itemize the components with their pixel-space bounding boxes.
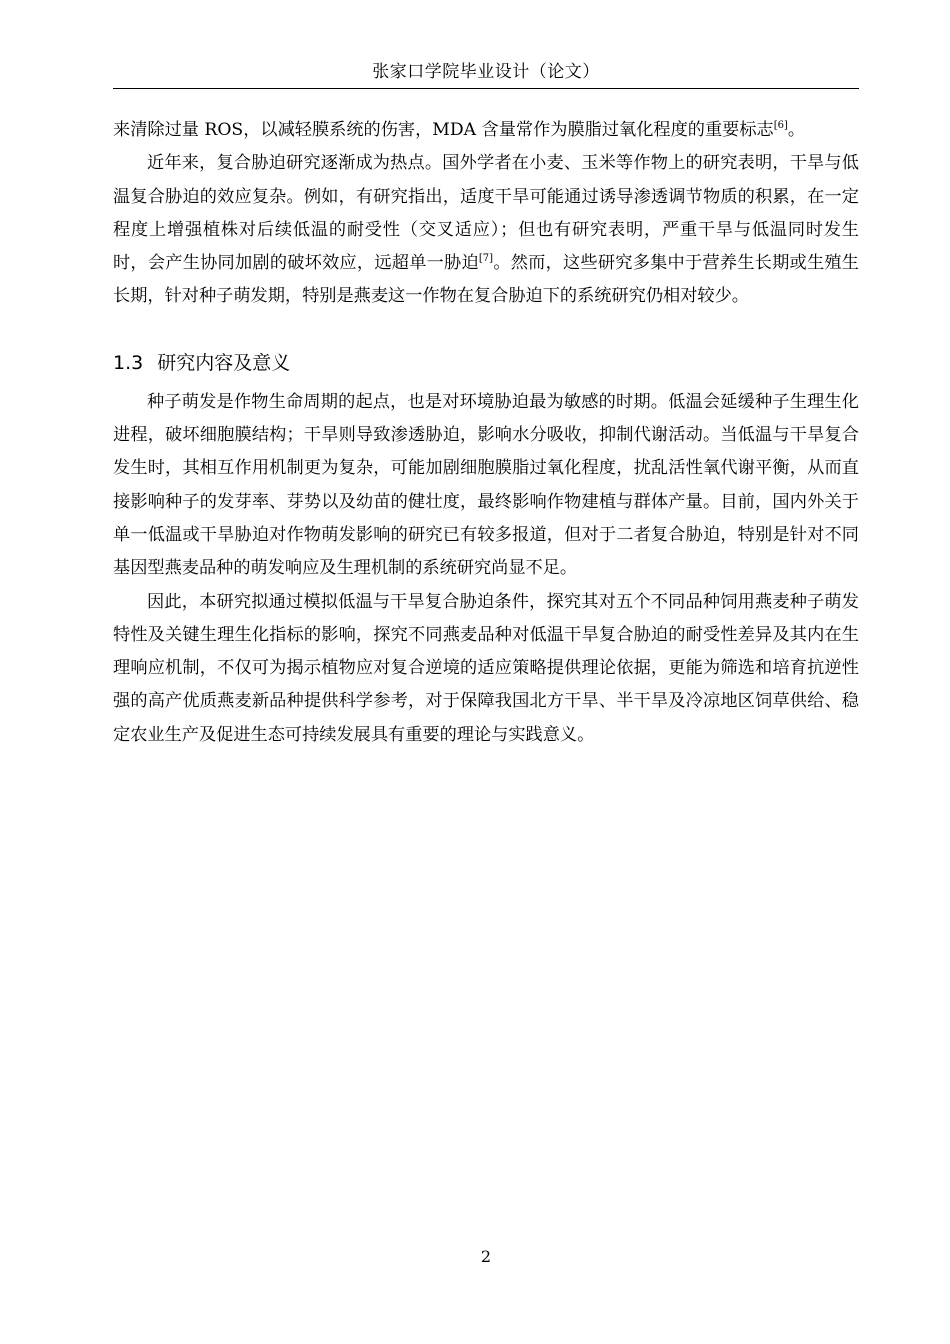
- page-number: 2: [480, 1247, 492, 1266]
- paragraph-text: 来清除过量 ROS，以减轻膜系统的伤害，MDA 含量常作为膜脂过氧化程度的重要标志: [113, 120, 774, 140]
- running-header: 张家口学院毕业设计（论文）: [372, 62, 600, 82]
- paragraph-end: 。: [787, 120, 806, 140]
- citation-6: [6]: [773, 120, 788, 131]
- citation-7: [7]: [478, 253, 494, 265]
- header-rule: [113, 88, 859, 89]
- paragraph-text: 近年来，复合胁迫研究逐渐成为热点。国外学者在小麦、玉米等作物上的研究表明，干旱与低温复合胁迫的效应复杂。例如，有研究指出，适度干旱可能通过诱导渗透调节物质的积累，在一定程度上增强植株对后续低温的耐受性（交叉适应）；但也有研究表明，严重干旱与低温同时发生时，会产生协同加剧的破坏效应，远超单一胁迫: [113, 153, 859, 274]
- section-heading: [113, 350, 859, 376]
- section-title: 研究内容及意义: [157, 351, 291, 374]
- paragraph-compound-stress: [113, 147, 859, 313]
- paragraph-significance: 因此，本研究拟通过模拟低温与干旱复合胁迫条件，探究其对五个不同品种饲用燕麦种子萌发特性及关键生理生化指标的影响，探究不同燕麦品种对低温干旱复合胁迫的耐受性差异及其内在生理响应机制，不仅可为揭示植物应对复合逆境的适应策略提供理论依据，更能为筛选和培育抗逆性强的高产优质燕麦新品种提供科学参考，对于保障我国北方干旱、半干旱及冷凉地区饲草供给、稳定农业生产及促进生态可持续发展具有重要的理论与实践意义。: [113, 591, 859, 745]
- paragraph-end: 。然而，这些研究多集中于营养生长期或生殖生长期，针对种子萌发期，特别是燕麦这一作物在复合胁迫下的系统研究仍相对较少。: [113, 253, 859, 307]
- paragraph-continued: [113, 114, 859, 147]
- paragraph-germination: 种子萌发是作物生命周期的起点，也是对环境胁迫最为敏感的时期。低温会延缓种子生理生化进程，破坏细胞膜结构；干旱则导致渗透胁迫，影响水分吸收，抑制代谢活动。当低温与干旱复合发生时，其相互作用机制更为复杂，可能加剧细胞膜脂过氧化程度，扰乱活性氧代谢平衡，从而直接影响种子的发芽率、芽势以及幼苗的健壮度，最终影响作物建植与群体产量。目前，国内外关于单一低温或干旱胁迫对作物萌发影响的研究已有较多报道，但对于二者复合胁迫，特别是针对不同基因型燕麦品种的萌发响应及生理机制的系统研究尚显不足。: [113, 391, 859, 579]
- section-number: 1.3: [113, 351, 144, 374]
- page-body: [113, 114, 859, 752]
